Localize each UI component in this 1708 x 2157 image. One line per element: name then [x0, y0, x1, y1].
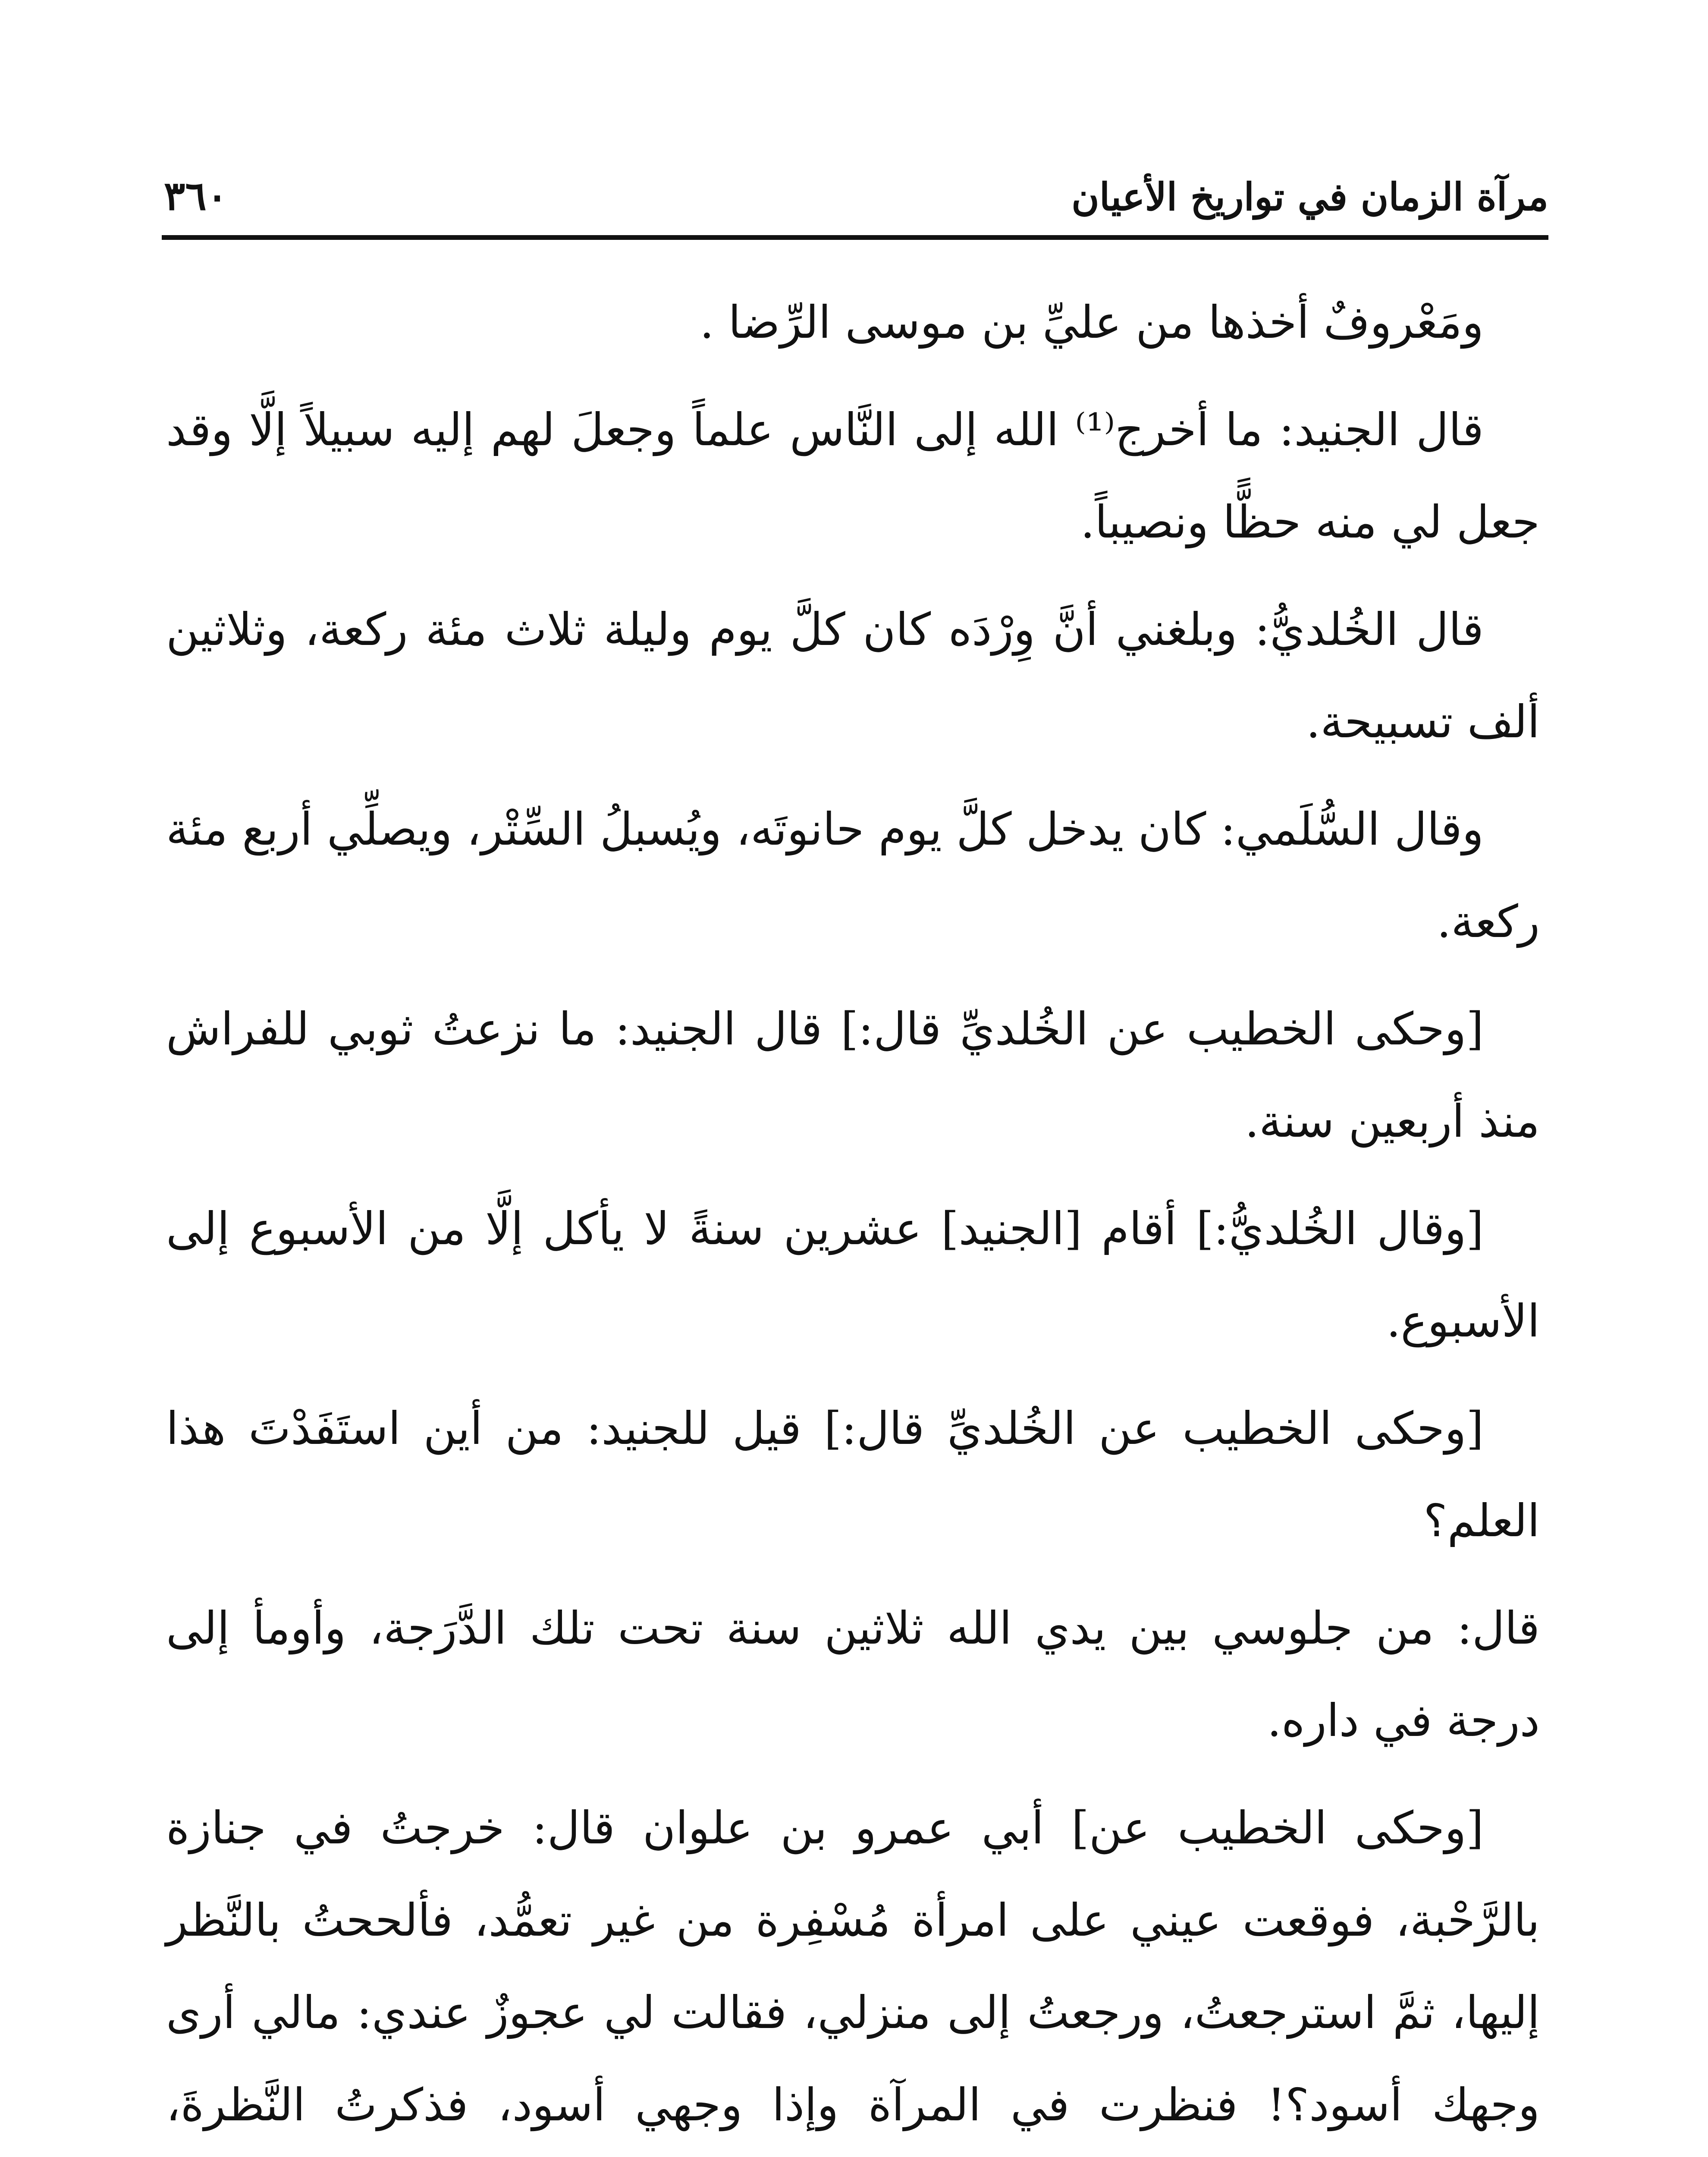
main-text [166, 276, 1540, 2157]
book-title: مرآة الزمان في تواريخ الأعيان [1071, 174, 1548, 219]
paragraph: [وحكى الخطيب عن] أبي عمرو بن علوان قال: خرجتُ في جنازة بالرَّحْبة، فوقعت عيني على امرأة مُسْفِرة من غير تعمُّد، فألححتُ بالنَّظر إليها، ثمَّ استرجعتُ، ورجعتُ إلى منزلي، فقالت لي عجوزٌ عندي: مالي أرى وجهك أسود؟! فنظرت في المرآة وإذا وجهي أسود، فذكرتُ النَّظرةَ، [166, 1802, 1540, 2131]
running-header [164, 160, 1548, 219]
paragraph: قال: من جلوسي بين يدي الله ثلاثين سنة تحت تلك الدَّرَجة، وأومأ إلى درجة في داره. [166, 1602, 1540, 1747]
paragraph: [وحكى الخطيب عن الخُلديِّ قال:] قيل للجنيد: من أين استَفَدْتَ هذا العلم؟ [166, 1402, 1540, 1547]
paragraph: [وقال الخُلديُّ:] أقام [الجنيد] عشرين سنةً لا يأكل إلَّا من الأسبوع إلى الأسبوع. [166, 1202, 1540, 1347]
paragraph: قال الجنيد: ما أخرج⁽¹⁾ الله إلى النَّاس علماً وجعلَ لهم إليه سبيلاً إلَّا وقد جعل لي منه حظًّا ونصيباً. [166, 403, 1540, 548]
page-number: ٣٦٠ [164, 173, 228, 219]
paragraph: ومَعْروفٌ أخذها من عليِّ بن موسى الرِّضا . [700, 296, 1484, 349]
paragraph: وقال السُّلَمي: كان يدخل كلَّ يوم حانوتَه، ويُسبلُ السِّتْر، ويصلِّي أربع مئة ركعة. [166, 803, 1540, 948]
paragraph: [وحكى الخطيب عن الخُلديِّ قال:] قال الجنيد: ما نزعتُ ثوبي للفراش منذ أربعين سنة. [166, 1003, 1540, 1148]
paragraph: قال الخُلديُّ: وبلغني أنَّ وِرْدَه كان كلَّ يوم وليلة ثلاث مئة ركعة، وثلاثين ألف تسبيحة. [166, 603, 1540, 748]
header-rule [162, 235, 1548, 240]
